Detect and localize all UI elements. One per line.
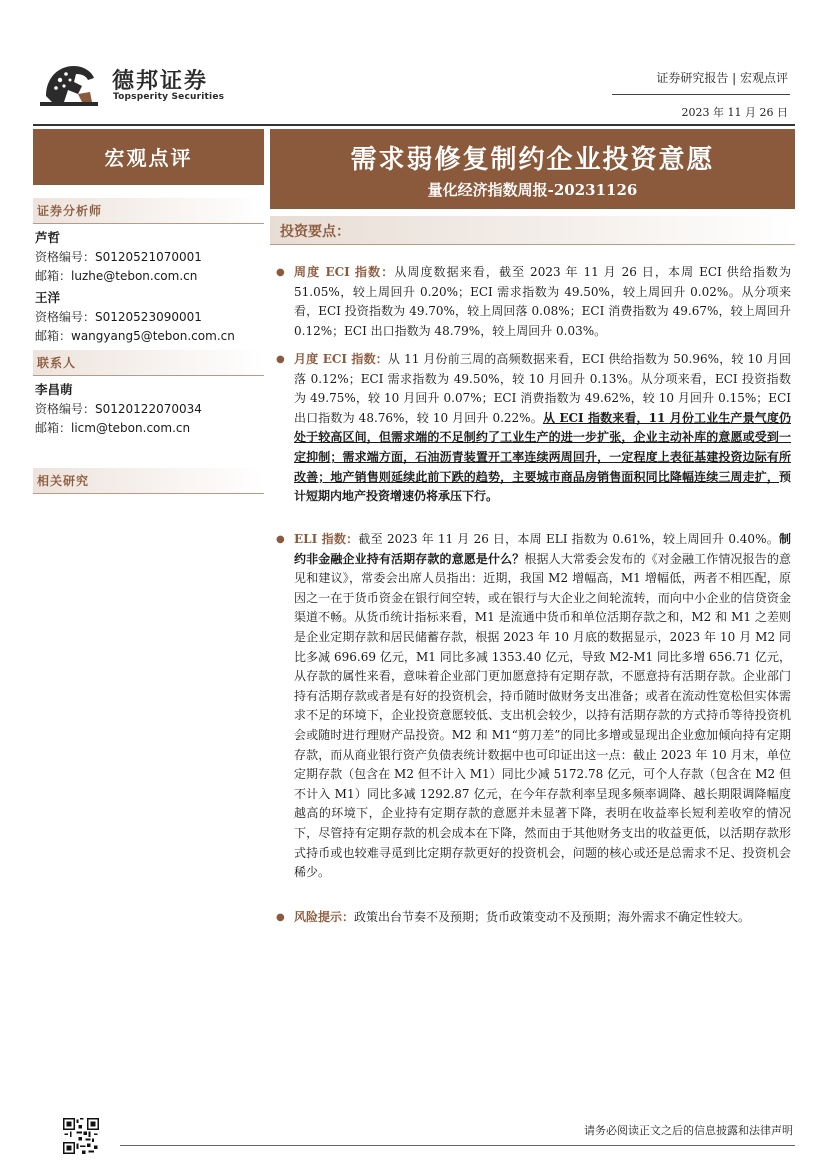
contacts-heading: 联系人 <box>33 350 264 376</box>
key-points-header <box>270 216 795 245</box>
brand-logo-icon <box>38 56 100 108</box>
report-date: 2023 年 11 月 26 日 <box>681 106 788 119</box>
analyst-name: 王洋 <box>35 290 61 305</box>
analysts-heading: 证券分析师 <box>33 198 264 224</box>
header-divider <box>612 94 790 95</box>
weekly-eci-paragraph <box>276 263 791 341</box>
eli-text-1: 截至 2023 年 11 月 26 日，本周 ELI 指数为 0.61%，较上周回升 0.40%。 <box>358 532 779 546</box>
email-label: 邮箱： <box>35 269 72 283</box>
bullet-icon: ● <box>276 267 285 278</box>
qr-code-icon <box>63 1118 99 1154</box>
eli-paragraph <box>276 530 791 883</box>
brand-name-cn: 德邦证券 <box>112 69 209 94</box>
category-label: 宏观点评 <box>104 146 193 170</box>
analyst-cert <box>35 248 264 265</box>
email-link[interactable]: wangyang5@tebon.com.cn <box>71 329 235 343</box>
key-points-heading: 投资要点： <box>280 224 350 240</box>
footer-rule <box>120 1145 795 1146</box>
weekly-eci-text: 从周度数据来看，截至 2023 年 11 月 26 日，本周 ECI 供给指数为 51.05%，较上周回升 0.20%；ECI 需求指数为 49.50%，较上周回升 0.02%。从分项来看，ECI 投资指数为 49.70%，较上周回落 0.08%；ECI 消费指数为 49.67%，较上周回升 0.12%；ECI 出口指数为 48.79%，较上周回升 0.03%。 <box>294 265 791 338</box>
title-band <box>270 129 795 209</box>
contacts-section <box>33 350 264 438</box>
cert-value: S0120122070034 <box>95 402 202 416</box>
contact-email <box>35 419 264 436</box>
email-link[interactable]: licm@tebon.com.cn <box>71 421 191 435</box>
analyst-name: 芦哲 <box>35 230 61 245</box>
email-label: 邮箱： <box>35 329 72 343</box>
monthly-eci-conclusion: 预计短期内地产投资增速仍将承压下行。 <box>294 469 791 504</box>
email-label: 邮箱： <box>35 421 72 435</box>
footer-disclaimer: 请务必阅读正文之后的信息披露和法律声明 <box>584 1124 793 1137</box>
analyst-email <box>35 327 264 344</box>
monthly-eci-text: 从 11 月份前三周的高频数据来看，ECI 供给指数为 50.96%，较 10 月回落 0.12%；ECI 需求指数为 49.50%，较 10 月回升 0.13%。从分项来看，ECI 投资指数为 49.75%，较 10 月回升 0.07%；ECI 消费指数为 49.62%，较 10 月回升 0.15%；ECI 出口指数为 48.76%，较 10 月回升 0.22%。 <box>294 352 791 425</box>
related-section <box>33 468 264 494</box>
top-rule <box>33 124 795 126</box>
monthly-eci-label: 月度 ECI 指数： <box>294 352 388 366</box>
report-subtitle: 量化经济指数周报-20231126 <box>427 181 638 199</box>
report-title: 需求弱修复制约企业投资意愿 <box>350 145 715 175</box>
bullet-icon: ● <box>276 912 285 923</box>
analyst-cert <box>35 308 264 325</box>
cert-value: S0120523090001 <box>95 310 202 324</box>
bullet-icon: ● <box>276 354 285 365</box>
monthly-eci-paragraph <box>276 350 791 507</box>
analysts-section <box>33 198 264 346</box>
monthly-eci-emphasis: 从 ECI 指数来看，11 月份工业生产景气度仍处于较高区间，但需求端的不足制约了工业生产的进一步扩张，企业主动补库的意愿或受到一定抑制；需求端方面，石油沥青装置开工率连续两周回升，一定程度上表征基建投资边际有所改善；地产销售则延续此前下跌的趋势，主要城市商品房销售面积同比降幅连续三周走扩， <box>294 410 791 484</box>
brand-name-en: Topsperity Securities <box>113 92 225 102</box>
email-link[interactable]: luzhe@tebon.com.cn <box>71 269 198 283</box>
related-heading: 相关研究 <box>33 468 264 494</box>
cert-label: 资格编号： <box>35 310 96 324</box>
contact-name: 李昌萌 <box>35 382 73 397</box>
bullet-icon: ● <box>276 534 285 545</box>
cert-value: S0120521070001 <box>95 250 202 264</box>
cert-label: 资格编号： <box>35 250 96 264</box>
risk-label: 风险提示： <box>294 910 355 924</box>
weekly-eci-label: 周度 ECI 指数： <box>294 265 395 279</box>
report-type: 证券研究报告 | 宏观点评 <box>656 71 788 85</box>
eli-text-2: 根据人大常委会发布的《对金融工作情况报告的意见和建议》，常委会出席人员指出：近期，我国 M2 增幅高，M1 增幅低，两者不相匹配，原因之一在于货币资金在银行间空转，或在银行与大企业之间轮流转，而向中小企业的信贷资金渠道不畅。从货币统计指标来看，M1 是流通中货币和单位活期存款之和，M2 和 M1 之差则是企业定期存款和居民储蓄存款，根据 2023 年 10 月底的数据显示，2023 年 10 月 M2 同比多减 696.69 亿元，M1 同比多减 1353.40 亿元，导致 M2-M1 同比多增 656.71 亿元，从存款的属性来看，意味着企业部门更加愿意持有定期存款，不愿意持有活期存款。企业部门持有活期存款或者是有好的投资机会，持币随时做财务支出准备；或者在流动性宽松但实体需求不足的环境下，企业投资意愿较低、支出机会较少，以持有活期存款的方式持币等待投资机会或随时进行理财产品投资。M2 和 M1“剪刀差”的同比多增或显现出企业愈加倾向持有定期存款，而从商业银行资产负债表统计数据中也可印证出这一点：截止 2023 年 10 月末，单位定期存款（包含在 M2 但不计入 M1）同比少减 5172.78 亿元，可个人存款（包含在 M2 但不计入 M1）同比多减 1292.87 亿元，在今年存款利率呈现多频率调降、越长期限调降幅度越高的环境下，企业持有定期存款的意愿并未显著下降，表明在收益率长短利差收窄的情况下，尽管持有定期存款的机会成本在下降，然而由于其他财务支出的收益更低，以活期存款形式持币或也较难寻觅到比定期存款更好的投资机会，问题的核心或还是总需求不足、投资机会稀少。 <box>294 551 791 880</box>
category-band <box>33 129 264 185</box>
contact-cert <box>35 400 264 417</box>
eli-label: ELI 指数： <box>294 532 359 546</box>
eli-question: 制约非金融企业持有活期存款的意愿是什么？ <box>294 532 791 566</box>
risk-paragraph <box>276 908 791 928</box>
analyst-email <box>35 267 264 284</box>
cert-label: 资格编号： <box>35 402 96 416</box>
risk-text: 政策出台节奏不及预期；货币政策变动不及预期；海外需求不确定性较大。 <box>354 910 751 924</box>
